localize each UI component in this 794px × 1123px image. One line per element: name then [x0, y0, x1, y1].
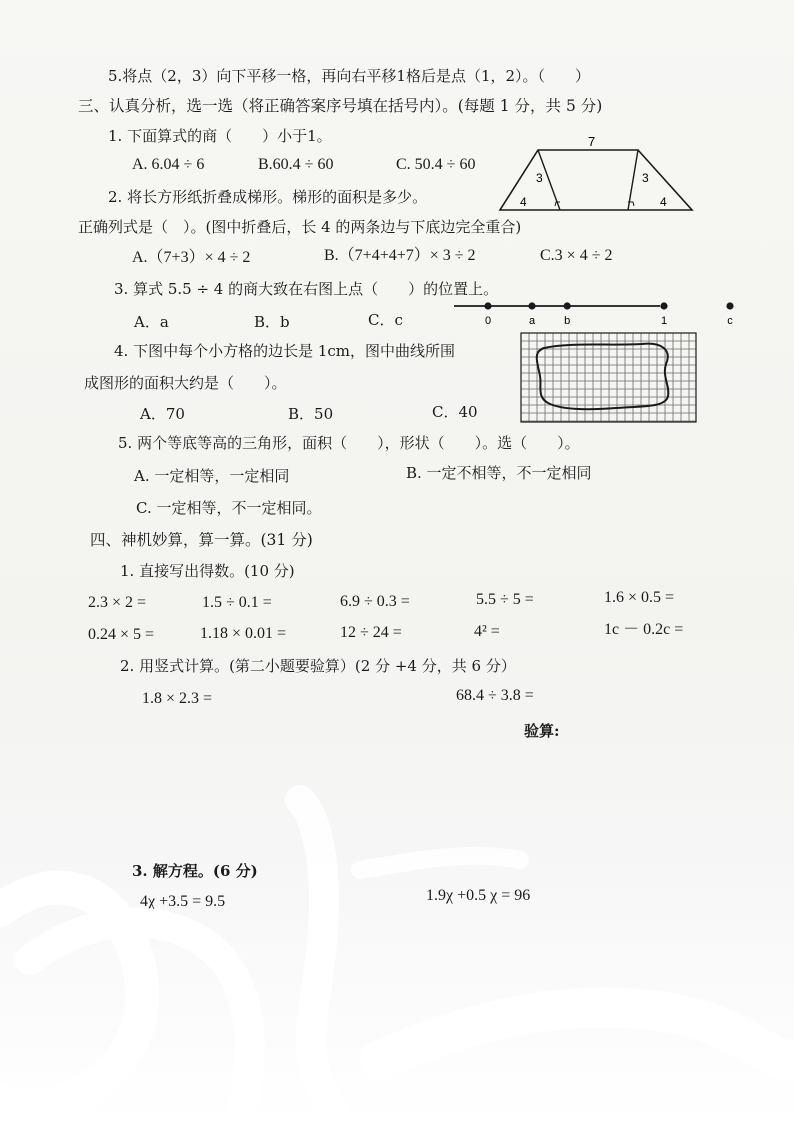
section-3-title: 三、认真分析，选一选（将正确答案序号填在括号内）。(每题 1 分，共 5 分)	[78, 97, 603, 115]
vertical-calc-1: 1.8 × 2.3 =	[142, 690, 213, 707]
q4-option-b: B．50	[288, 405, 334, 423]
equation-2: 1.9χ +0.5 χ = 96	[426, 887, 531, 904]
number-line-label-c: c	[727, 315, 733, 327]
q1-option-b: B.60.4 ÷ 60	[258, 156, 334, 173]
q1-stem: 1. 下面算式的商（ ）小于1。	[108, 127, 332, 145]
q3-option-c: C．c	[368, 311, 403, 329]
q4-option-c: C．40	[432, 403, 478, 421]
q5-option-c: C. 一定相等，不一定相同。	[136, 499, 322, 517]
calc-part-1-title: 1. 直接写出得数。(10 分)	[120, 562, 295, 580]
q5-stem: 5. 两个等底等高的三角形，面积（ ），形状（ ）。选（ ）。	[118, 434, 580, 452]
q4-stem-2: 成图形的面积大约是（ ）。	[84, 374, 287, 392]
equation-1: 4χ +3.5 = 9.5	[140, 893, 226, 910]
q4-stem: 4. 下图中每个小方格的边长是 1cm，图中曲线所围	[114, 342, 456, 360]
oral-calc-10: 1c － 0.2c =	[604, 621, 684, 638]
oral-calc-2: 1.5 ÷ 0.1 =	[202, 594, 272, 611]
q3-option-a: A．a	[134, 313, 169, 331]
number-line-label-0: 0	[484, 315, 492, 327]
vertical-calc-2: 68.4 ÷ 3.8 =	[456, 687, 534, 704]
q2-stem-2: 正确列式是（ ）。(图中折叠后，长 4 的两条边与下底边完全重合)	[78, 218, 522, 236]
number-line-point-b	[564, 302, 571, 309]
calc-part-2-title: 2. 用竖式计算。(第二小题要验算）(2 分 +4 分，共 6 分）	[120, 657, 516, 675]
oral-calc-8: 12 ÷ 24 =	[340, 624, 402, 641]
oral-calc-6: 0.24 × 5 =	[88, 626, 155, 643]
oral-calc-7: 1.18 × 0.01 =	[200, 625, 287, 642]
q4-option-a: A．70	[140, 405, 185, 423]
q2-option-b: B.（7+4+4+7）× 3 ÷ 2	[324, 247, 476, 264]
trap-label-right-base: 4	[660, 195, 667, 209]
number-line-label-a: a	[528, 315, 536, 327]
curve-grid-figure	[520, 332, 698, 424]
trap-label-right-side: 3	[642, 171, 649, 185]
q1-option-c: C. 50.4 ÷ 60	[396, 156, 476, 173]
number-line-label-1: 1	[660, 315, 668, 327]
q1-option-a: A. 6.04 ÷ 6	[132, 156, 205, 173]
section-4-title: 四、神机妙算，算一算。(31 分)	[90, 531, 313, 549]
trap-label-top: 7	[588, 134, 596, 149]
number-line-figure	[448, 294, 733, 330]
judge-question-5: 5.将点（2，3）向下平移一格，再向右平移1格后是点（1，2）。（ ）	[108, 67, 591, 85]
check-label: 验算:	[524, 722, 560, 740]
q2-option-c: C.3 × 4 ÷ 2	[540, 247, 613, 264]
oral-calc-9: 4² =	[474, 623, 500, 640]
number-line-point-0	[484, 302, 491, 309]
oral-calc-1: 2.3 × 2 =	[88, 594, 147, 611]
white-scribble-overlay	[0, 760, 794, 1123]
calc-part-3-title: 3. 解方程。(6 分)	[132, 862, 258, 880]
number-line-label-b: b	[564, 315, 571, 327]
trap-label-left-side: 3	[536, 171, 543, 185]
number-line-point-a	[528, 302, 535, 309]
folded-trapezoid-figure	[496, 132, 696, 220]
closed-curve	[537, 344, 669, 410]
number-line-point-c	[726, 302, 733, 309]
oral-calc-3: 6.9 ÷ 0.3 =	[340, 593, 410, 610]
q2-option-a: A.（7+3）× 4 ÷ 2	[132, 249, 251, 266]
oral-calc-5: 1.6 × 0.5 =	[604, 589, 675, 606]
trap-label-left-base: 4	[520, 195, 527, 209]
q5-option-b: B. 一定不相等，不一定相同	[406, 464, 592, 482]
q5-option-a: A. 一定相等，一定相同	[134, 467, 290, 485]
q2-stem: 2. 将长方形纸折叠成梯形。梯形的面积是多少。	[108, 188, 428, 206]
oral-calc-4: 5.5 ÷ 5 =	[476, 591, 534, 608]
q3-option-b: B．b	[254, 313, 290, 331]
number-line-point-1	[660, 302, 667, 309]
q3-stem: 3. 算式 5.5 ÷ 4 的商大致在右图上点（ ）的位置上。	[114, 280, 499, 298]
